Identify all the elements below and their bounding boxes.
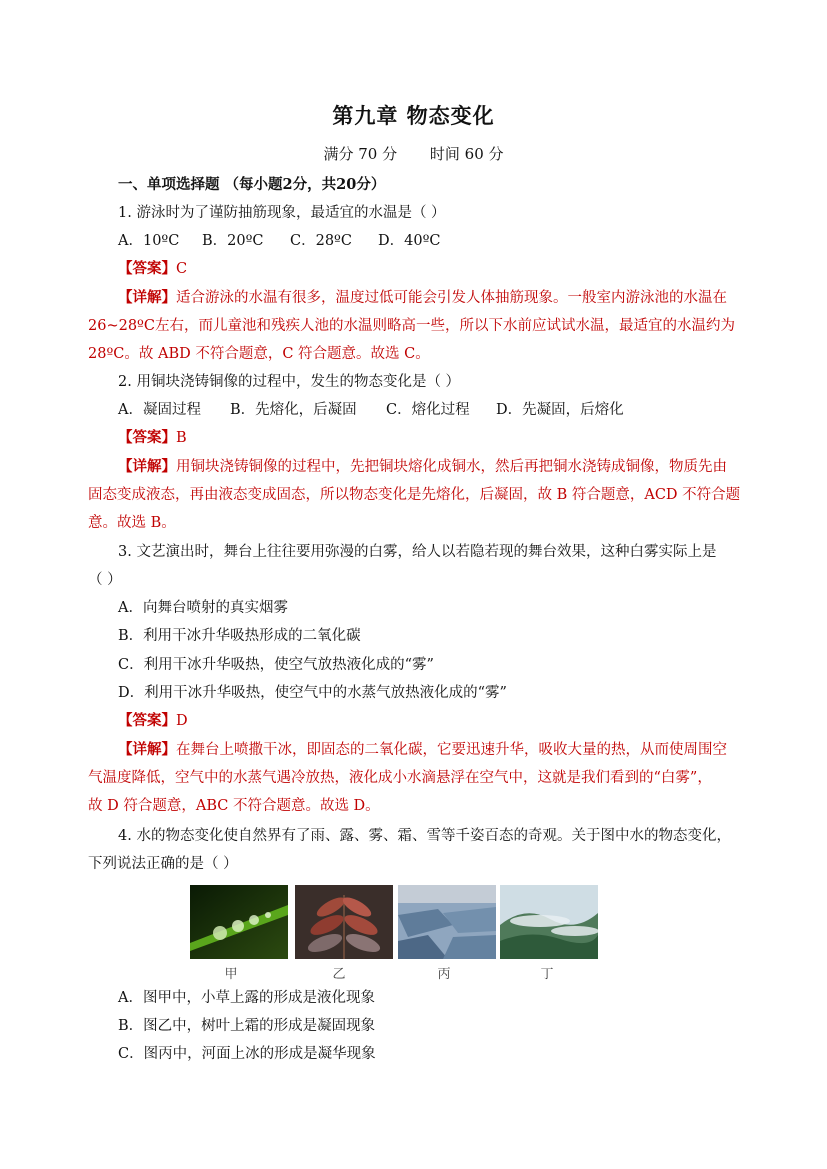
q4-option-b: B．图乙中，树叶上霜的形成是凝固现象	[118, 1018, 376, 1034]
q3-detail: 【详解】在舞台上喷撒干冰，即固态的二氧化碳，它要迅速升华，吸收大量的热，从而使周围空	[118, 741, 727, 758]
photo-frost-on-leaves	[295, 885, 393, 959]
option: D．先凝固，后熔化	[496, 402, 624, 418]
q1-answer: 【答案】C	[118, 260, 188, 277]
option: A．凝固过程	[118, 402, 201, 418]
q4-stem: 4. 水的物态变化使自然界有了雨、露、雾、霜、雪等千姿百态的奇观。关于图中水的物态变化，	[118, 828, 731, 844]
option: D．40ºC	[378, 233, 441, 249]
q4-option-a: A．图甲中，小草上露的形成是液化现象	[118, 990, 375, 1006]
photo-river-ice	[398, 885, 496, 959]
q2-options	[118, 400, 739, 420]
q3-option-a: A．向舞台喷射的真实烟雾	[118, 600, 288, 616]
q2-answer: 【答案】B	[118, 429, 187, 446]
time-limit: 时间 60 分	[429, 145, 504, 163]
full-score: 满分 70 分	[323, 145, 398, 163]
q2-detail-line: 固态变成液态，再由液态变成固态，所以物态变化是先熔化，后凝固，故 B 符合题意，ACD 不符合题	[88, 487, 741, 503]
option: B．先熔化，后凝固	[230, 402, 357, 418]
option: A．10ºC	[118, 233, 180, 249]
q1-detail: 【详解】适合游泳的水温有很多，温度过低可能会引发人体抽筋现象。一般室内游泳池的水温在	[118, 289, 727, 306]
q3-stem-cont: （ ）	[88, 572, 122, 588]
q3-detail-line: 气温度降低，空气中的水蒸气遇冷放热，液化成小水滴悬浮在空气中，这就是我们看到的“白雾”，	[88, 770, 712, 786]
q2-detail: 【详解】用铜块浇铸铜像的过程中，先把铜块熔化成铜水，然后再把铜水浇铸成铜像，物质先由	[118, 458, 727, 475]
q4-option-c: C．图丙中，河面上冰的形成是凝华现象	[118, 1046, 376, 1062]
option: C．28ºC	[290, 233, 352, 249]
q3-option-b: B．利用干冰升华吸热形成的二氧化碳	[118, 628, 361, 644]
section-heading: 一、单项选择题 （每小题2分，共20分）	[118, 176, 386, 193]
q2-stem: 2. 用铜块浇铸铜像的过程中，发生的物态变化是（ ）	[118, 374, 461, 390]
exam-meta	[0, 143, 827, 164]
q3-option-c: C．利用干冰升华吸热，使空气放热液化成的“雾”	[118, 657, 434, 673]
caption-jia: 甲	[224, 967, 238, 982]
q1-detail-line: 26~28ºC左右，而儿童池和残疾人池的水温则略高一些，所以下水前应试试水温，最适宜的水温约为	[88, 318, 735, 334]
q3-stem: 3. 文艺演出时，舞台上往往要用弥漫的白雾，给人以若隐若现的舞台效果，这种白雾实际上是	[118, 544, 717, 560]
q1-detail-line: 28ºC。故 ABD 不符合题意，C 符合题意。故选 C。	[88, 346, 430, 362]
q3-option-d: D．利用干冰升华吸热，使空气中的水蒸气放热液化成的“雾”	[118, 685, 507, 701]
photo-dew-on-grass	[190, 885, 288, 959]
photo-mountain-fog	[500, 885, 598, 959]
q4-figure	[190, 885, 590, 985]
q2-detail-line: 意。故选 B。	[88, 515, 176, 531]
option: C．熔化过程	[386, 402, 470, 418]
q3-answer: 【答案】D	[118, 712, 188, 729]
page-title: 第九章 物态变化	[332, 103, 495, 128]
q4-stem-cont: 下列说法正确的是（ ）	[88, 856, 238, 872]
q1-stem: 1. 游泳时为了谨防抽筋现象，最适宜的水温是（ ）	[118, 205, 446, 221]
option: B．20ºC	[202, 233, 264, 249]
caption-ding: 丁	[540, 967, 554, 982]
q1-options	[118, 231, 739, 251]
caption-bing: 丙	[437, 967, 451, 982]
caption-yi: 乙	[332, 967, 346, 982]
q3-detail-line: 故 D 符合题意，ABC 不符合题意。故选 D。	[88, 798, 380, 814]
